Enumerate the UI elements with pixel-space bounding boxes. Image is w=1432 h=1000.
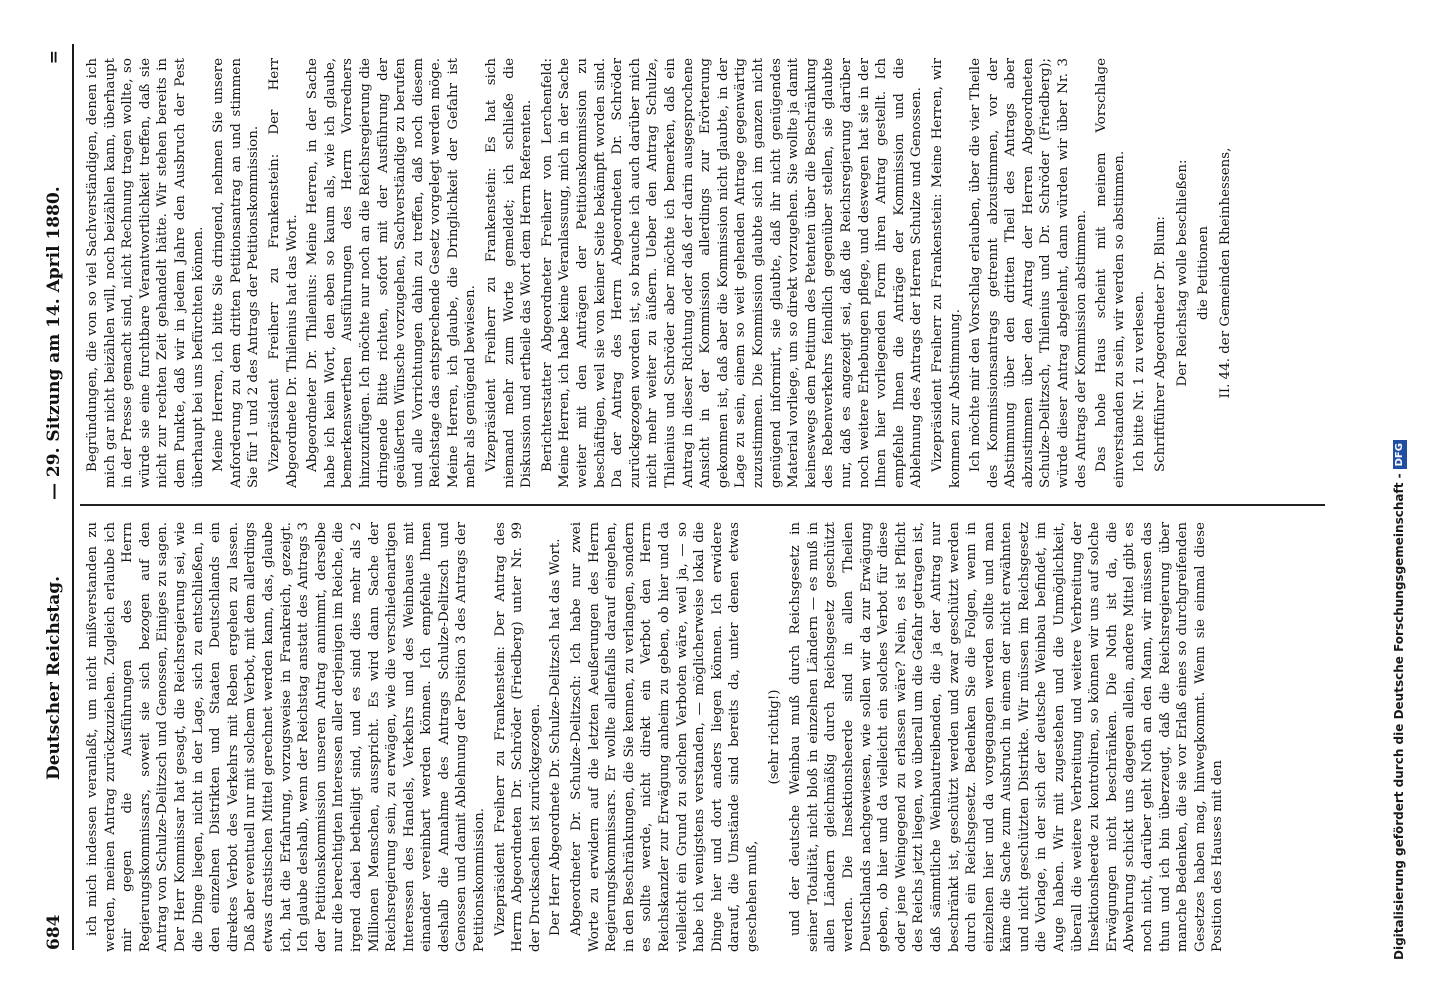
left-column (84, 522, 1324, 952)
paragraph: Ich möchte mir den Vorschlag erlauben, über die vier Theile des Kommissionsantrags getrennt abzustimmen, vor der Abstimmung über den dritten Theil des Antrags aber abzustimmen über den Antrag der Herren Abgeordneten Schulze-Delitzsch, Thilenius und Dr. Schröder (Friedberg); würde dieser Antrag abgelehnt, dann würden wir über Nr. 3 des Antrags der Kommission abstimmen. (968, 58, 1089, 488)
paragraph: Vizepräsident Freiherr zu Frankenstein: Es hat sich niemand mehr zum Worte gemeldet; ich schließe die Diskussion und ertheile das Wort dem Herrn Referenten. (484, 58, 535, 488)
paragraph: Der Herr Abgeordnete Dr. Schulze-Delitzsch hat das Wort. (548, 538, 564, 936)
dfg-logo: DFG (1393, 440, 1407, 469)
paragraph: Abgeordneter Dr. Thilenius: Meine Herren, in der Sache habe ich kein Wort, den eben so kaum als, wie ich glaube, bemerkenswerthen Ausführungen des Herrn Vorredners hinzuzufügen. Ich möchte nur noch an die Reichsregierung die dringende Bitte richten, sofort mit der Ausführung der geäußerten Wünsche vorzugehen, Sachverständige zu berufen und alle Vorrichtungen dahin zu treffen, daß noch diesem Reichstage das entsprechende Gesetz vorgelegt werden möge. Meine Herren, ich glaube, die Dringlichkeit der Gefahr ist mehr als genügend bewiesen. (305, 58, 479, 488)
paragraph: Schriftführer Abgeordneter Dr. Blum: (1153, 216, 1169, 472)
paragraph: II. 44. der Gemeinden Rheinhessens, (1217, 147, 1233, 399)
paragraph: Meine Herren, ich bitte Sie dringend, nehmen Sie unsere Anforderung zu dem dritten Petitionsantrag an und stimmen Sie für 1 und 2 des Antrags der Petitionskommission. (211, 58, 262, 488)
paragraph: Ich bitte Nr. 1 zu verlesen. (1132, 290, 1148, 472)
credit-text: Digitalisierung gefördert durch die Deutsche Forschungsgemeinschaft - (1392, 473, 1406, 960)
paragraph: und der deutsche Weinbau muß durch Reichsgesetz in seiner Totalität, nicht bloß in einzelnen Ländern — es muß in allen Ländern gleichmäßig durch Reichsgesetz geschützt werden. Die Insektionsheerde sind in allen Theilen Deutschlands nachgewiesen, wie sollen wir da zur Erwägung geben, ob hier und da vielleicht ein solches Verbot für diese oder jene Weingegend zu erlassen wäre? Nein, es ist Pflicht des Reichs jetzt liegen, wo überall um die Gefahr getragen ist, daß sämmtliche Weinbautreibenden, die ja der Antrag nur beschränkt ist, geschützt werden und zwar geschützt werden durch ein Reichsgesetz. Bedenken Sie die Folgen, wenn in einzelnen hier und da vorgegangen werden sollte und man käme die Sache zum Ausbruch in einem der nicht erwähnten und nicht geschützten Distrikte. Wir müssen im Reichsgesetz die Vorlage, in der sich der deutsche Weinbau befindet, im Auge haben. Wir mit zugestehen und die Unmöglichkeit, überall die weitere Verbreitung und weitere Verbreitung der Insektionsheerde zu kontroliren, so können wir uns auf solche Erwägungen nicht beschränken. Die Noth ist da, die Abwehrung schickt uns dagegen allein, andere Mittel gibt es noch nicht, darüber geht Noth an den Mann, wir müssen das thun und ich bin überzeugt, daß die Reichsregierung über manche Bedenken, die sie vor Erlaß eines so durchgreifenden Gesetzes haben mag, hinwegkommt. Wenn sie einmal diese Position des Hauses mit den (788, 522, 1226, 952)
paragraph: Das hohe Haus scheint mit meinem Vorschlage einverstanden zu sein, wir werden so abstimmen. (1094, 58, 1127, 488)
paragraph: Der Reichstag wolle beschließen: (1174, 159, 1190, 387)
paragraph: Abgeordneter Dr. Schulze-Delitzsch: Ich habe nur zwei Worte zu erwidern auf die letzten Aeußerungen des Herrn Regierungskommissars. Er wollte allenfalls darauf eingehen, in den Beschränkungen, die Sie kennen, zu verlangen, sondern es sollte werde, nicht direkt ein Verbot den Herrn Reichskanzler zur Erwägung anheim zu geben, ob hier und da vielleicht ein Grund zu solchen Verboten wäre, weil ja, — so habe ich wenigstens verstanden, — möglicherweise lokal die Dinge hier und dort anders liegen können. Ich erwidere darauf, die Umstände sind bereits da, unter denen etwas geschehen muß, (569, 522, 760, 952)
paragraph: Vizepräsident Freiherr zu Frankenstein: Meine Herren, wir kommen zur Abstimmung. (929, 58, 963, 488)
header-marker: = (44, 50, 64, 65)
page-number: 684 (44, 914, 64, 950)
paragraph: Vizepräsident Freiherr zu Frankenstein: Der Herr Abgeordnete Dr. Thilenius hat das Wort. (266, 58, 300, 488)
column-divider (80, 504, 1325, 506)
publication-title: Deutscher Reichstag. (44, 575, 64, 780)
right-column (84, 58, 1324, 488)
paragraph: Vizepräsident Freiherr zu Frankenstein: Der Antrag des Herrn Abgeordneten Dr. Schröder (Friedberg) unter Nr. 99 der Drucksachen ist zurückgezogen. (492, 522, 543, 952)
paragraph: ich mich indessen veranlaßt, um nicht mißverstanden zu werden, meinen Antrag zurückzuziehen. Zugleich erlaube ich mir gegen die Ausführungen des Herrn Regierungskommissars, soweit sie sich bezogen auf den Antrag von Schulze-Delitzsch und Genossen, Einiges zu sagen. Der Herr Kommissar hat gesagt, die Reichsregierung sei, wie die Dinge liegen, nicht in der Lage, sich zu entschließen, in den einzelnen Distrikten und Staaten Deutschlands ein direktes Verbot des Verkehrs mit Reben ergehen zu lassen. Daß aber eventuell nur mit solchem Verbot, mit dem allerdings etwas drastischen Mittel gerechnet werden kann, das, glaube ich, hat die Erfahrung, vorzugsweise in Frankreich, gezeigt. Ich glaube deshalb, wenn der Reichstag anstatt des Antrags 3 der Petitionskommission unseren Antrag annimmt, derselbe nur die berechtigten Interessen aller derjenigen im Reiche, die irgend dabei betheiligt sind, und es sind dies mehr als 2 Millionen Menschen, ausspricht. Es wird dann Sache der Reichsregierung sein, zu erwägen, wie die verschiedenartigen Interessen des Handels, Verkehrs und des Weinbaues mit einander vereinbart werden können. Ich empfehle Ihnen deshalb die Annahme des Antrags Schulze-Delitzsch und Genossen und damit Ablehnung der Position 3 des Antrags der Petitionskommission. (85, 522, 488, 952)
digitization-credit (1392, 30, 1414, 960)
session-date: — 29. Sitzung am 14. April 1880. (44, 186, 64, 500)
paragraph: Berichterstatter Abgeordneter Freiherr von Lerchenfeld: Meine Herren, ich habe keine Veranlassung, mich in der Sache weiter mit den Anträgen der Petitionskommission zu beschäftigen, weil sie von keiner Seite bekämpft worden sind. Da der Antrag des Herrn Abgeordneten Dr. Schröder zurückgezogen worden ist, so brauche ich auch darüber mich nicht mehr weiter zu äußern. Ueber den Antrag Schulze, Thilenius und Schröder aber möchte ich bemerken, daß ein Antrag in dieser Richtung oder daß der darin ausgesprochene Ansicht in der Kommission allerdings zur Erörterung gekommen ist, daß aber die Kommission nicht glaubte, in der Lage zu sein, einem so weit gehenden Antrage gegenwärtig zuzustimmen. Die Kommission glaubte sich im ganzen nicht genügend informirt, sie glaubte, daß ihr nicht genügendes Material vorliege, um so direkt vorzugehen. Sie wollte ja damit keineswegs dem Petitum des Petenten über die Beschränkung des Rebenverkehrs feindlich gegenüber stellen, sie glaubte nur, daß es angezeigt sei, daß die Reichsregierung darüber noch weitere Erhebungen pflege, und deswegen hat sie in der Ihnen hier vorliegenden Form ihren Antrag gestellt. Ich empfehle Ihnen die Anträge der Kommission und die Ablehnung des Antrags der Herren Schulze und Genossen. (539, 58, 925, 488)
paragraph: die Petitionen (1196, 226, 1212, 320)
page-header (44, 50, 70, 950)
paragraph: Begründungen, die von so viel Sachverständigen, denen ich mich gar nicht beizählen will, noch beizählen kann, überhaupt in der Presse gemacht sind, nicht Rechnung tragen wollte, so würde sie eine furchtbare Verantwortlichkeit treffen, daß sie nicht zur rechten Zeit gehandelt hätte. Wir stehen bereits in dem Punkte, daß wir in jedem Jahre den Ausbruch der Pest überhaupt bei uns befürchten können. (85, 58, 206, 488)
header-rule (72, 44, 74, 950)
interjection: (sehr richtig!) (766, 689, 782, 785)
